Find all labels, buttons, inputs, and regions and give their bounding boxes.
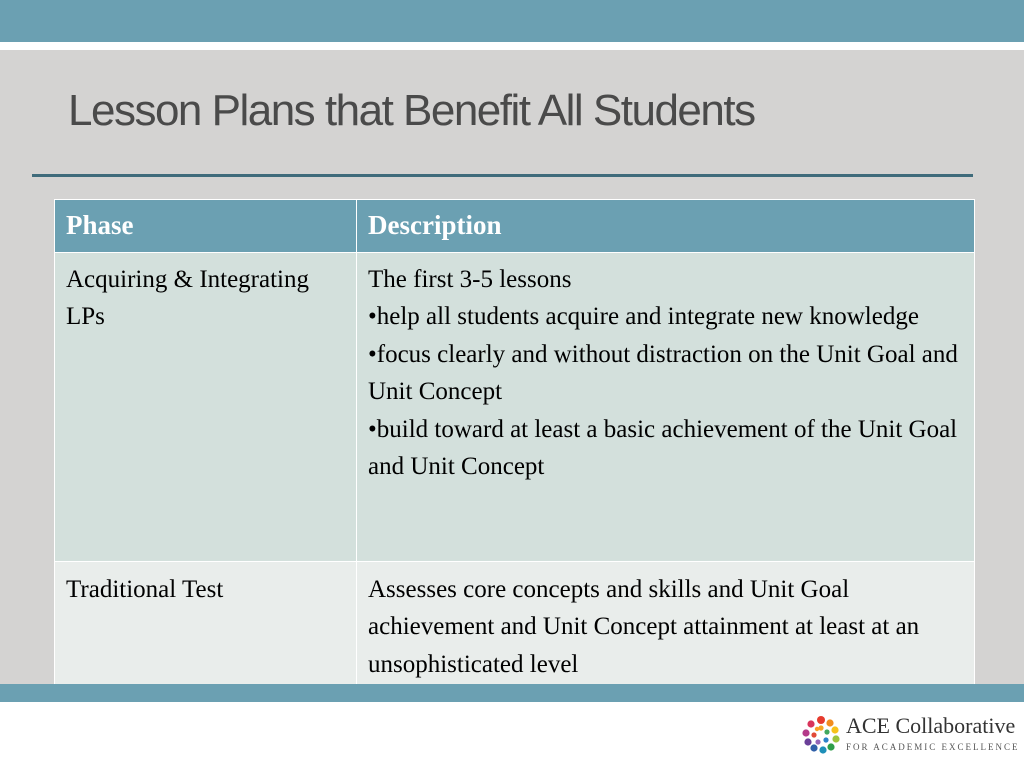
slide-title: Lesson Plans that Benefit All Students [68, 86, 755, 135]
top-accent-bar [0, 0, 1024, 42]
description-bullet: •focus clearly and without distraction on the Unit Goal and Unit Concept [368, 340, 958, 405]
top-white-stripe [0, 42, 1024, 50]
logo-name: ACE Collaborative [846, 713, 1016, 738]
table-row [55, 561, 975, 690]
logo-tagline: FOR ACADEMIC EXCELLENCE [846, 742, 1020, 752]
bottom-accent-bar [0, 684, 1024, 702]
description-bullet: •help all students acquire and integrate new knowledge [368, 303, 919, 330]
phase-cell: Traditional Test [55, 561, 357, 690]
description-line: The first 3-5 lessons [368, 265, 572, 293]
header-phase: Phase [55, 200, 357, 253]
phase-table [54, 199, 975, 690]
table-header-row [55, 200, 975, 253]
description-line: Assesses core concepts and skills and Unit Goal achievement and Unit Concept attainment at least at an unsophisticated level [368, 575, 920, 678]
description-cell [357, 561, 975, 690]
header-description: Description [357, 200, 975, 253]
title-divider [32, 174, 973, 177]
description-cell [357, 252, 975, 561]
table-row [55, 252, 975, 561]
description-bullet: •build toward at least a basic achievement of the Unit Goal and Unit Concept [368, 415, 958, 480]
phase-cell: Acquiring & Integrating LPs [55, 252, 357, 561]
ace-logo-icon [800, 714, 842, 756]
